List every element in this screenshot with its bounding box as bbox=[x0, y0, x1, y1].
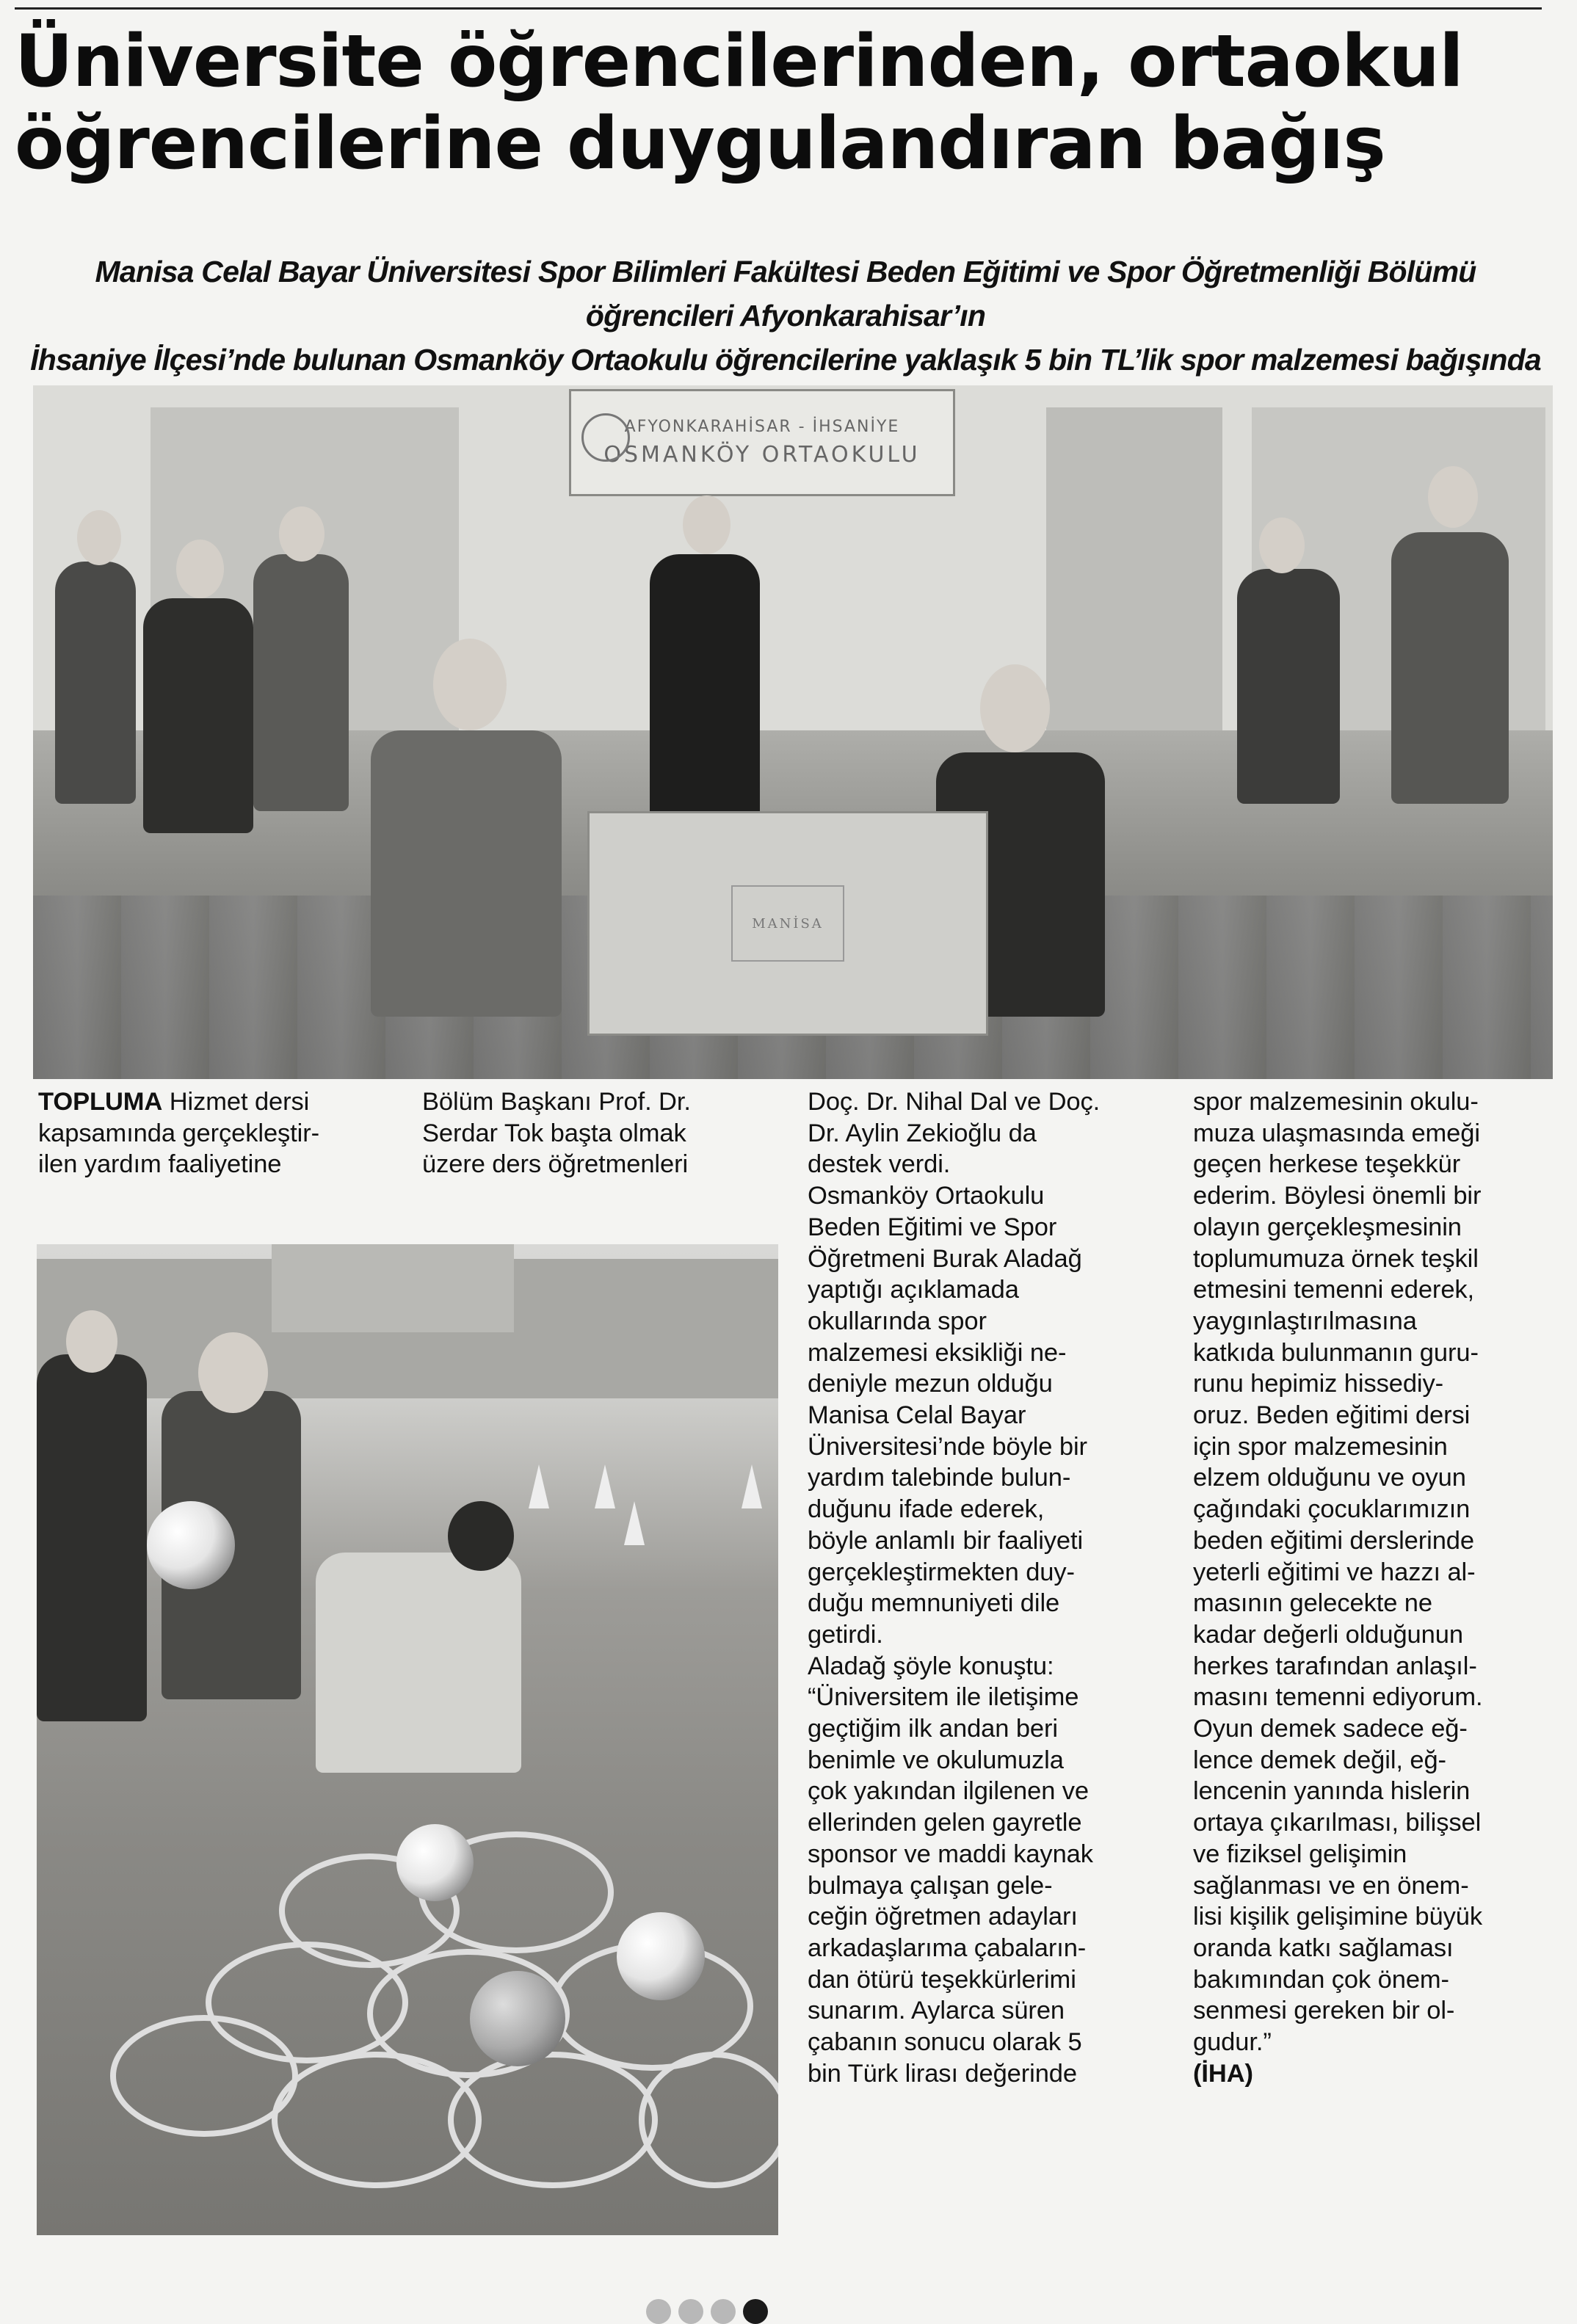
text-line: katkıda bulunmanın guru- bbox=[1193, 1338, 1479, 1367]
text-line: gerçekleştirmekten duy- bbox=[808, 1558, 1075, 1586]
text-line: senmesi gereken bir ol- bbox=[1193, 1997, 1455, 2025]
text-line: Osmanköy Ortaokulu bbox=[808, 1182, 1045, 1210]
text-line: lisi kişilik gelişimine büyük bbox=[1193, 1903, 1482, 1931]
teacher bbox=[650, 554, 760, 848]
text-line: duğu memnuniyeti dile bbox=[808, 1589, 1060, 1618]
text-line: bin Türk lirası değerinde bbox=[808, 2059, 1077, 2088]
text-line: olayın gerçekleşmesinin bbox=[1193, 1213, 1462, 1241]
student-head bbox=[176, 540, 224, 598]
article-column-3 bbox=[808, 1086, 1175, 2090]
text-line: için spor malzemesinin bbox=[1193, 1432, 1448, 1461]
article-column-2 bbox=[422, 1086, 789, 1180]
text-line: Manisa Celal Bayar bbox=[808, 1401, 1026, 1430]
text-line: etmesini temenni ederek, bbox=[1193, 1276, 1475, 1304]
school-sign-line-1: AFYONKARAHİSAR - İHSANİYE bbox=[624, 418, 900, 436]
text-line: yaptığı açıklamada bbox=[808, 1276, 1019, 1304]
ball bbox=[396, 1824, 474, 1901]
text-line: böyle anlamlı bir faaliyeti bbox=[808, 1526, 1084, 1555]
student-head bbox=[279, 506, 325, 562]
text-line: duğunu ifade ederek, bbox=[808, 1495, 1045, 1524]
text-line: Dr. Aylin Zekioğlu da bbox=[808, 1119, 1037, 1147]
school-sign bbox=[569, 389, 955, 496]
text-line: çok yakından ilgilenen ve bbox=[808, 1777, 1089, 1806]
text-line: kadar değerli olduğunun bbox=[1193, 1620, 1463, 1649]
text-line: üzere ders öğretmenleri bbox=[422, 1150, 689, 1179]
headline-line-2: öğrencilerine duygulandıran bağış bbox=[15, 102, 1385, 186]
hoop bbox=[110, 2015, 298, 2137]
text-line: gudur.” bbox=[1193, 2028, 1272, 2057]
ball bbox=[147, 1501, 235, 1589]
text-line: sağlanması ve en önem- bbox=[1193, 1871, 1469, 1900]
text-line: yardım talebinde bulun- bbox=[808, 1464, 1071, 1492]
student bbox=[1391, 532, 1509, 804]
text-line: bakımından çok önem- bbox=[1193, 1965, 1449, 1994]
text-line: çağındaki çocuklarımızın bbox=[1193, 1495, 1471, 1524]
text-line: deniyle mezun olduğu bbox=[808, 1370, 1053, 1398]
text-line: getirdi. bbox=[808, 1620, 883, 1649]
training-cone bbox=[624, 1501, 645, 1545]
hoop bbox=[448, 2052, 658, 2188]
text-line: Üniversitesi’nde böyle bir bbox=[808, 1432, 1087, 1461]
child-head bbox=[198, 1332, 268, 1413]
headline bbox=[15, 21, 1549, 185]
page-dot bbox=[678, 2299, 703, 2324]
text-line: sponsor ve maddi kaynak bbox=[808, 1840, 1093, 1868]
lead-word: TOPLUMA bbox=[38, 1088, 163, 1116]
text-line: Aladağ şöyle konuştu: bbox=[808, 1652, 1054, 1680]
text-line: çabanın sonucu olarak 5 bbox=[808, 2028, 1082, 2057]
text-fragment: Hizmet dersi bbox=[162, 1088, 310, 1116]
hoop bbox=[639, 2052, 778, 2188]
text-line: lencenin yanında hislerin bbox=[1193, 1777, 1471, 1806]
text-line: Öğretmeni Burak Aladağ bbox=[808, 1244, 1082, 1273]
page-dot bbox=[711, 2299, 736, 2324]
training-cone bbox=[742, 1464, 762, 1508]
girl-holding-box bbox=[371, 730, 562, 1017]
girl-head bbox=[433, 639, 507, 730]
ball bbox=[470, 1971, 565, 2066]
school-door bbox=[1046, 407, 1222, 730]
training-cone bbox=[595, 1464, 615, 1508]
student-head bbox=[1259, 518, 1305, 573]
student-head bbox=[1428, 466, 1478, 528]
text-line: masının gelecekte ne bbox=[1193, 1589, 1432, 1618]
teacher-head bbox=[683, 495, 731, 554]
text-line: benimle ve okulumuzla bbox=[808, 1746, 1064, 1774]
school-sign-line-2: OSMANKÖY ORTAOKULU bbox=[603, 442, 921, 468]
text-line: destek verdi. bbox=[808, 1150, 951, 1179]
text-line: dan ötürü teşekkürlerimi bbox=[808, 1965, 1076, 1994]
donation-box bbox=[587, 811, 988, 1036]
text-line: malzemesi eksikliği ne- bbox=[808, 1338, 1067, 1367]
page-dot-active bbox=[743, 2299, 768, 2324]
subheadline-line-2: İhsaniye İlçesi’nde bulunan Osmanköy Ortaokulu öğrencilerine yaklaşık 5 bin TL’lik spor malzemesi bağışında bbox=[30, 343, 1541, 377]
text-line: toplumumuza örnek teşkil bbox=[1193, 1244, 1479, 1273]
training-cone bbox=[529, 1464, 549, 1508]
text-line: arkadaşlarıma çabaların- bbox=[808, 1933, 1087, 1962]
top-rule bbox=[15, 7, 1542, 10]
text-line: ceğin öğretmen adayları bbox=[808, 1903, 1078, 1931]
text-line: ve fiziksel gelişimin bbox=[1193, 1840, 1407, 1868]
text-line: geçtiğim ilk andan beri bbox=[808, 1715, 1058, 1743]
text-line: ellerinden gelen gayretle bbox=[808, 1809, 1082, 1837]
text-line: Bölüm Başkanı Prof. Dr. bbox=[422, 1088, 691, 1116]
text-line: sunarım. Aylarca süren bbox=[808, 1997, 1065, 2025]
article-column-1 bbox=[38, 1086, 405, 1180]
text-line: oranda katkı sağlaması bbox=[1193, 1933, 1454, 1962]
student-head bbox=[77, 510, 121, 565]
student bbox=[143, 598, 253, 833]
text-line: lence demek değil, eğ- bbox=[1193, 1746, 1446, 1774]
student bbox=[253, 554, 349, 811]
subheadline-line-1: Manisa Celal Bayar Üniversitesi Spor Bilimleri Fakültesi Beden Eğitimi ve Spor Öğretmenliği Bölümü öğrencileri Afyonkarahisar’ın bbox=[95, 255, 1476, 333]
text-line: yaygınlaştırılmasına bbox=[1193, 1307, 1417, 1335]
text-line: oruz. Beden eğitimi dersi bbox=[1193, 1401, 1471, 1430]
text-line: Beden Eğitimi ve Spor bbox=[808, 1213, 1057, 1241]
teacher-head bbox=[66, 1310, 117, 1373]
ball bbox=[617, 1912, 705, 2000]
text-line: elzem olduğunu ve oyun bbox=[1193, 1464, 1466, 1492]
text-line: yeterli eğitimi ve hazzı al- bbox=[1193, 1558, 1476, 1586]
teacher-in-photo bbox=[37, 1354, 147, 1721]
news-agency-source: (İHA) bbox=[1193, 2059, 1253, 2088]
text-line: okullarında spor bbox=[808, 1307, 987, 1335]
background-roof bbox=[272, 1244, 514, 1332]
text-line: ederim. Böylesi önemli bir bbox=[1193, 1182, 1482, 1210]
playground-photo bbox=[37, 1244, 778, 2235]
boy-head bbox=[980, 664, 1050, 752]
article-column-4 bbox=[1193, 1086, 1560, 2090]
text-line: beden eğitimi derslerinde bbox=[1193, 1526, 1474, 1555]
text-line: ilen yardım faaliyetine bbox=[38, 1150, 282, 1179]
text-line: Oyun demek sadece eğ- bbox=[1193, 1715, 1468, 1743]
university-logo: MANİSA bbox=[731, 885, 844, 962]
text-line: Doç. Dr. Nihal Dal ve Doç. bbox=[808, 1088, 1101, 1116]
school-group-photo bbox=[33, 385, 1553, 1079]
headline-line-1: Üniversite öğrencilerinden, ortaokul bbox=[15, 20, 1463, 104]
student bbox=[55, 562, 136, 804]
child-reaching-ball bbox=[316, 1553, 521, 1773]
text-line: bulmaya çalışan gele- bbox=[808, 1871, 1053, 1900]
text-line: kapsamında gerçekleştir- bbox=[38, 1119, 320, 1147]
child-head bbox=[448, 1501, 514, 1571]
text-line: geçen herkese teşekkür bbox=[1193, 1150, 1461, 1179]
text-line: muza ulaşmasında emeği bbox=[1193, 1119, 1480, 1147]
text-line: spor malzemesinin okulu- bbox=[1193, 1088, 1479, 1116]
text-line: ortaya çıkarılması, bilişsel bbox=[1193, 1809, 1482, 1837]
text-line: runu hepimiz hissediy- bbox=[1193, 1370, 1444, 1398]
text-line: herkes tarafından anlaşıl- bbox=[1193, 1652, 1477, 1680]
school-logo-icon bbox=[581, 413, 630, 462]
student bbox=[1237, 569, 1340, 804]
text-line: “Üniversitem ile iletişime bbox=[808, 1683, 1079, 1712]
text-line: Serdar Tok başta olmak bbox=[422, 1119, 686, 1147]
text-line bbox=[38, 1086, 405, 1118]
text-line: masını temenni ediyorum. bbox=[1193, 1683, 1483, 1712]
page-indicator bbox=[646, 2299, 768, 2324]
page-dot bbox=[646, 2299, 671, 2324]
